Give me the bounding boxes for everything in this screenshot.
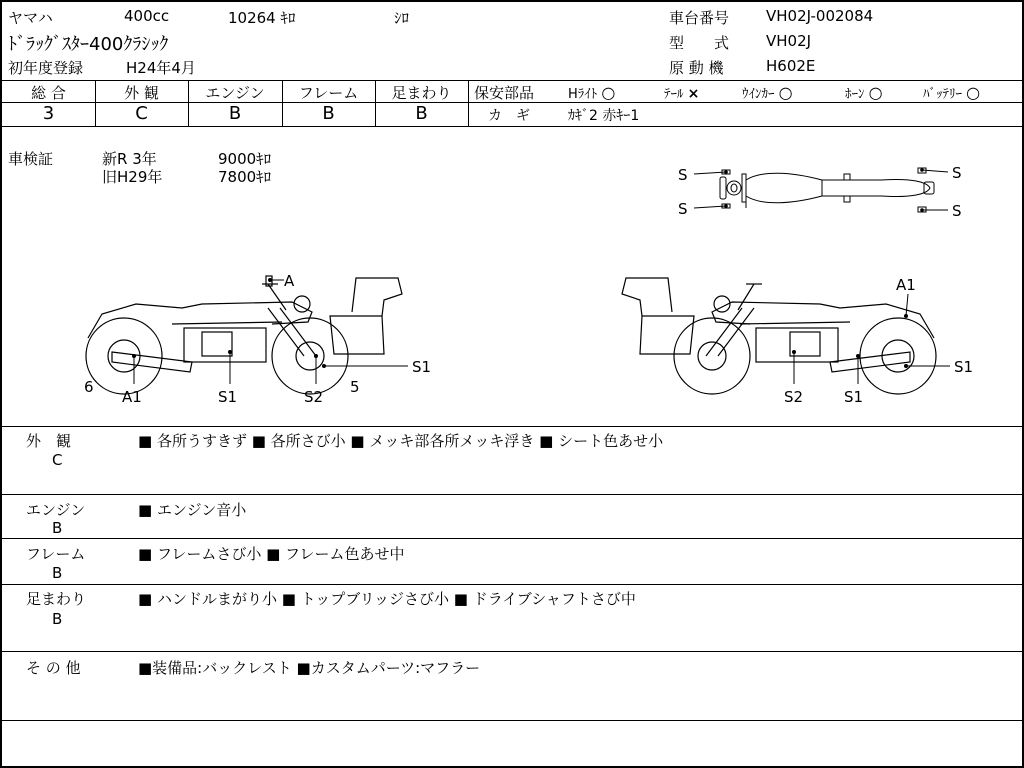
damage-mark: S1 — [954, 358, 974, 376]
damage-mark: A1 — [896, 276, 916, 294]
comment-grade: C — [52, 451, 63, 469]
maker: ヤマハ — [8, 9, 53, 27]
frame-number-value: VH02J-002084 — [766, 7, 874, 25]
comment-grade: B — [52, 519, 63, 537]
divider — [2, 426, 1022, 427]
type-value: VH02J — [766, 32, 812, 50]
comment-category: エンジン — [26, 501, 86, 519]
grade-overall-value: 3 — [42, 103, 55, 124]
grade-engine-value: B — [228, 103, 242, 124]
bike-right-side-diagram — [614, 264, 994, 414]
grade-exterior-label: 外 観 — [124, 84, 159, 102]
damage-mark: S1 — [412, 358, 432, 376]
type-label: 型 式 — [669, 34, 730, 52]
damage-mark: S — [678, 166, 688, 184]
grade-engine-label: エンジン — [205, 84, 265, 102]
divider — [2, 538, 1022, 539]
comment-category: 足まわり — [26, 590, 87, 608]
comment-text: ■ エンジン音小 — [138, 501, 247, 519]
safety-horn — [845, 83, 883, 102]
status-mark: ○ — [778, 83, 793, 102]
comment-text: ■ 各所うすきず ■ 各所さび小 ■ メッキ部各所メッキ浮き ■ シート色あせ小 — [138, 432, 664, 450]
safety-item-name: Hﾗｲﾄ — [568, 87, 598, 102]
damage-mark: S1 — [218, 388, 238, 406]
safety-item-name: ﾃｰﾙ — [664, 87, 684, 102]
key-value: ｶｷﾞ2 赤ｷｰ1 — [568, 108, 640, 124]
comment-text: ■ フレームさび小 ■ フレーム色あせ中 — [138, 545, 405, 563]
comment-category: そ の 他 — [26, 659, 81, 677]
divider — [468, 80, 469, 126]
mileage: 10264 ｷﾛ — [228, 9, 296, 27]
damage-mark: A1 — [122, 388, 142, 406]
divider — [2, 126, 1022, 127]
safety-item-name: ﾎｰﾝ — [845, 87, 865, 102]
damage-mark: 6 — [84, 378, 94, 396]
divider — [468, 102, 1022, 103]
comment-category: フレーム — [26, 545, 86, 563]
comment-grade: B — [52, 564, 63, 582]
first-registration-value: H24年4月 — [126, 59, 196, 77]
divider — [2, 494, 1022, 495]
model-name: ﾄﾞﾗｯｸﾞｽﾀｰ400ｸﾗｼｯｸ — [8, 34, 169, 55]
frame-number-label: 車台番号 — [669, 9, 730, 27]
safety-taillight — [664, 83, 699, 102]
key-label: カ ギ — [488, 108, 530, 124]
safety-headlight — [568, 83, 615, 102]
damage-mark: S2 — [304, 388, 324, 406]
engine-code-value: H602E — [766, 57, 816, 75]
damage-mark: A — [284, 272, 295, 290]
safety-item-name: ﾊﾞｯﾃﾘｰ — [923, 87, 962, 102]
safety-parts-label: 保安部品 — [474, 84, 535, 102]
damage-mark: 5 — [350, 378, 360, 396]
comment-category: 外 観 — [26, 432, 72, 450]
damage-mark: S1 — [844, 388, 864, 406]
divider — [2, 80, 1022, 81]
comment-text: ■ ハンドルまがり小 ■ トップブリッジさび小 ■ ドライブシャフトさび中 — [138, 590, 636, 608]
color: ｼﾛ — [394, 9, 410, 27]
displacement: 400cc — [124, 7, 170, 25]
bike-top-view-diagram — [672, 160, 972, 224]
safety-winker — [742, 83, 793, 102]
grade-suspension-label: 足まわり — [391, 84, 452, 102]
grade-exterior-value: C — [135, 103, 148, 124]
safety-battery — [923, 83, 980, 102]
status-mark: ○ — [966, 83, 981, 102]
first-registration-label: 初年度登録 — [8, 59, 84, 77]
inspection-old-km: 7800ｷﾛ — [218, 168, 272, 186]
grade-overall-label: 総 合 — [31, 84, 66, 102]
damage-mark: S — [952, 164, 962, 182]
damage-mark: S — [952, 202, 962, 220]
divider — [2, 651, 1022, 652]
damage-mark: S2 — [784, 388, 804, 406]
inspection-new-km: 9000ｷﾛ — [218, 150, 272, 168]
status-mark: × — [687, 86, 700, 102]
safety-item-name: ｳｲﾝｶｰ — [742, 87, 775, 102]
grade-suspension-value: B — [415, 103, 428, 124]
comment-grade: B — [52, 610, 63, 628]
inspection-new: 新R 3年 — [102, 150, 157, 168]
divider — [2, 584, 1022, 585]
inspection-old: 旧H29年 — [102, 168, 163, 186]
damage-mark: S — [678, 200, 688, 218]
grade-frame-value: B — [322, 103, 335, 124]
grade-frame-label: フレーム — [298, 84, 359, 102]
status-mark: ○ — [601, 83, 616, 102]
inspection-label: 車検証 — [8, 150, 54, 168]
comment-text: ■装備品:バックレスト ■カスタムパーツ:マフラー — [138, 659, 481, 677]
divider — [2, 720, 1022, 721]
status-mark: ○ — [868, 83, 883, 102]
bike-left-side-diagram — [72, 264, 452, 414]
engine-code-label: 原 動 機 — [669, 59, 724, 77]
